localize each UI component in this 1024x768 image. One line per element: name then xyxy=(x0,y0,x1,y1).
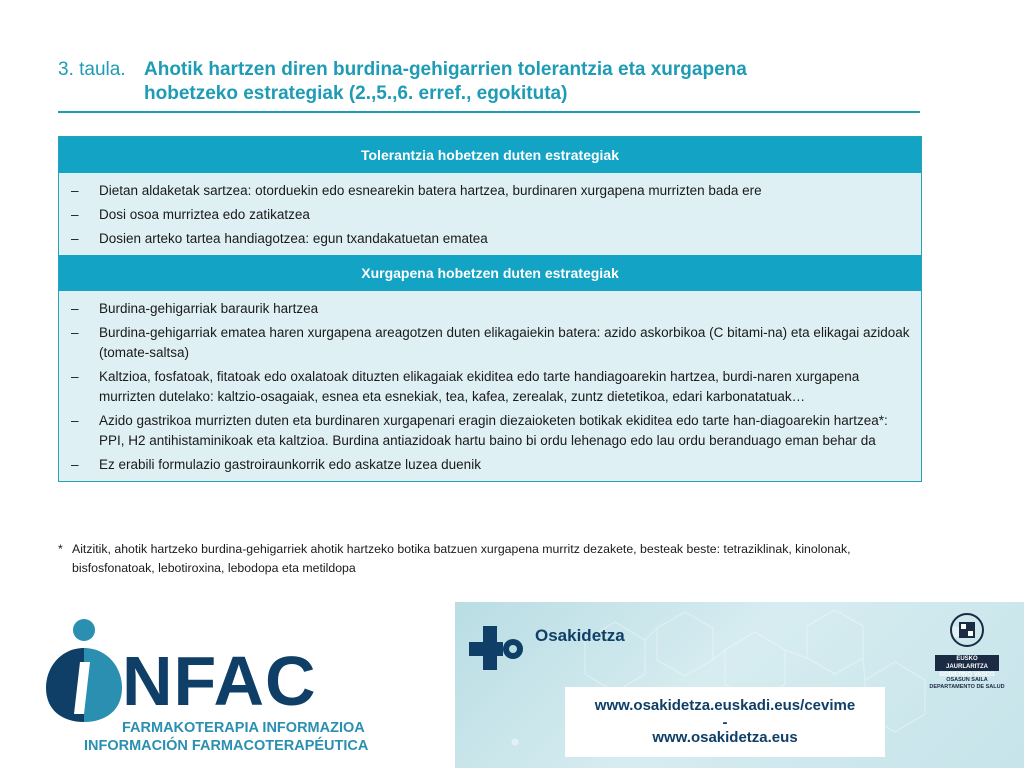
osakidetza-banner xyxy=(455,602,1024,768)
dash-bullet: – xyxy=(71,325,79,340)
infac-i-icon xyxy=(44,612,124,722)
gobierno-vasco-logo xyxy=(917,612,1017,691)
infac-wordmark: NFAC xyxy=(122,642,317,720)
infac-subtitle-es: INFORMACIÓN FARMACOTERAPÉUTICA xyxy=(84,738,369,754)
footnote xyxy=(58,540,928,578)
list-item-text: Dosi osoa murriztea edo zatikatzea xyxy=(99,207,310,222)
gov-line2: GOBIERNO VASCO xyxy=(939,672,995,678)
url-cevime-link[interactable]: www.osakidetza.euskadi.eus/cevime xyxy=(594,697,856,714)
title-divider xyxy=(58,111,920,113)
infac-logo xyxy=(44,612,404,762)
list-item-text: Azido gastrikoa murrizten duten eta burdinaren xurgapenari eragin diezaioketen botikak ekiditea edo tarte han-diagoarekin hartzea*: PPI, H2 antihistaminikoak eta kaltzioa. Burdina antiazidoak hartu baino bi ordu lehenago edo lau ordu beranduago eman behar da xyxy=(99,413,888,448)
osakidetza-cross-icon xyxy=(469,624,529,676)
dash-bullet: – xyxy=(71,183,79,198)
url-osakidetza-link[interactable]: www.osakidetza.eus xyxy=(652,729,798,746)
list-item-text: Dietan aldaketak sartzea: otorduekin edo esnearekin batera hartzea, burdinaren xurgapena murrizten bada ere xyxy=(99,183,762,198)
list-item xyxy=(59,321,921,365)
list-item xyxy=(59,297,921,321)
list-item-text: Kaltzioa, fosfatoak, fitatoak edo oxalatoak dituzten elikagaiak ekiditea edo tarte handiagoarekin hartzea, burdi-naren xurgapena murrizten dutelako: kaltzio-osagaiak, esnea eta esnekiak, tea, kafea, zerealak, zuntz dietetikoa, edari karbonatatuak… xyxy=(99,369,860,404)
infac-subtitle-eu: FARMAKOTERAPIA INFORMAZIOA xyxy=(122,720,365,736)
list-item xyxy=(59,409,921,453)
list-item xyxy=(59,203,921,227)
dash-bullet: – xyxy=(71,413,79,428)
footnote-mark: * xyxy=(58,542,63,556)
section-body-tolerance xyxy=(59,173,921,255)
gov-dept-label xyxy=(917,677,1017,691)
table-title-line2: hobetzeko estrategiak (2.,5.,6. erref., egokituta) xyxy=(144,83,568,104)
list-item-text: Ez erabili formulazio gastroiraunkorrik edo askatze luzea duenik xyxy=(99,457,481,472)
section-heading-tolerance: Tolerantzia hobetzen duten estrategiak xyxy=(59,137,921,173)
footnote-text: Aitzitik, ahotik hartzeko burdina-gehigarriek ahotik hartzeko botika batzuen xurgapena murritz dezakete, besteak beste: tetraziklinak, kinolonak, bisfosfonatoak, lebotiroxina, lebodopa eta metildopa xyxy=(72,542,851,575)
table-title xyxy=(58,58,920,106)
section-body-absorption xyxy=(59,291,921,481)
list-item-text: Burdina-gehigarriak baraurik hartzea xyxy=(99,301,319,316)
gov-line3: OSASUN SAILA xyxy=(946,677,988,683)
list-item xyxy=(59,227,921,251)
gobierno-vasco-label xyxy=(935,655,999,678)
dash-bullet: – xyxy=(71,301,79,316)
table-title-line1: Ahotik hartzen diren burdina-gehigarrien tolerantzia eta xurgapena xyxy=(144,59,747,80)
dash-bullet: – xyxy=(71,457,79,472)
url-box xyxy=(565,687,885,757)
dash-bullet: – xyxy=(71,231,79,246)
gov-line1: EUSKO JAURLARITZA xyxy=(946,656,988,670)
coat-of-arms-icon xyxy=(947,612,987,648)
list-item-text: Burdina-gehigarriak ematea haren xurgapena areagotzen duten elikagaiekin batera: azido askorbikoa (C bitami-na) eta elikagai azidoak (tomate-saltsa) xyxy=(99,325,910,360)
dash-bullet: – xyxy=(71,369,79,384)
dash-bullet: – xyxy=(71,207,79,222)
list-item-text: Dosien arteko tartea handiagotzea: egun txandakatuetan ematea xyxy=(99,231,488,246)
strategies-table xyxy=(58,136,922,482)
list-item xyxy=(59,365,921,409)
gov-line4: DEPARTAMENTO DE SALUD xyxy=(929,684,1005,690)
osakidetza-name: Osakidetza xyxy=(535,626,625,645)
section-heading-absorption: Xurgapena hobetzen duten estrategiak xyxy=(59,255,921,291)
list-item xyxy=(59,453,921,477)
table-number: 3. taula. xyxy=(58,59,126,80)
url-separator: - xyxy=(722,714,728,731)
list-item xyxy=(59,179,921,203)
